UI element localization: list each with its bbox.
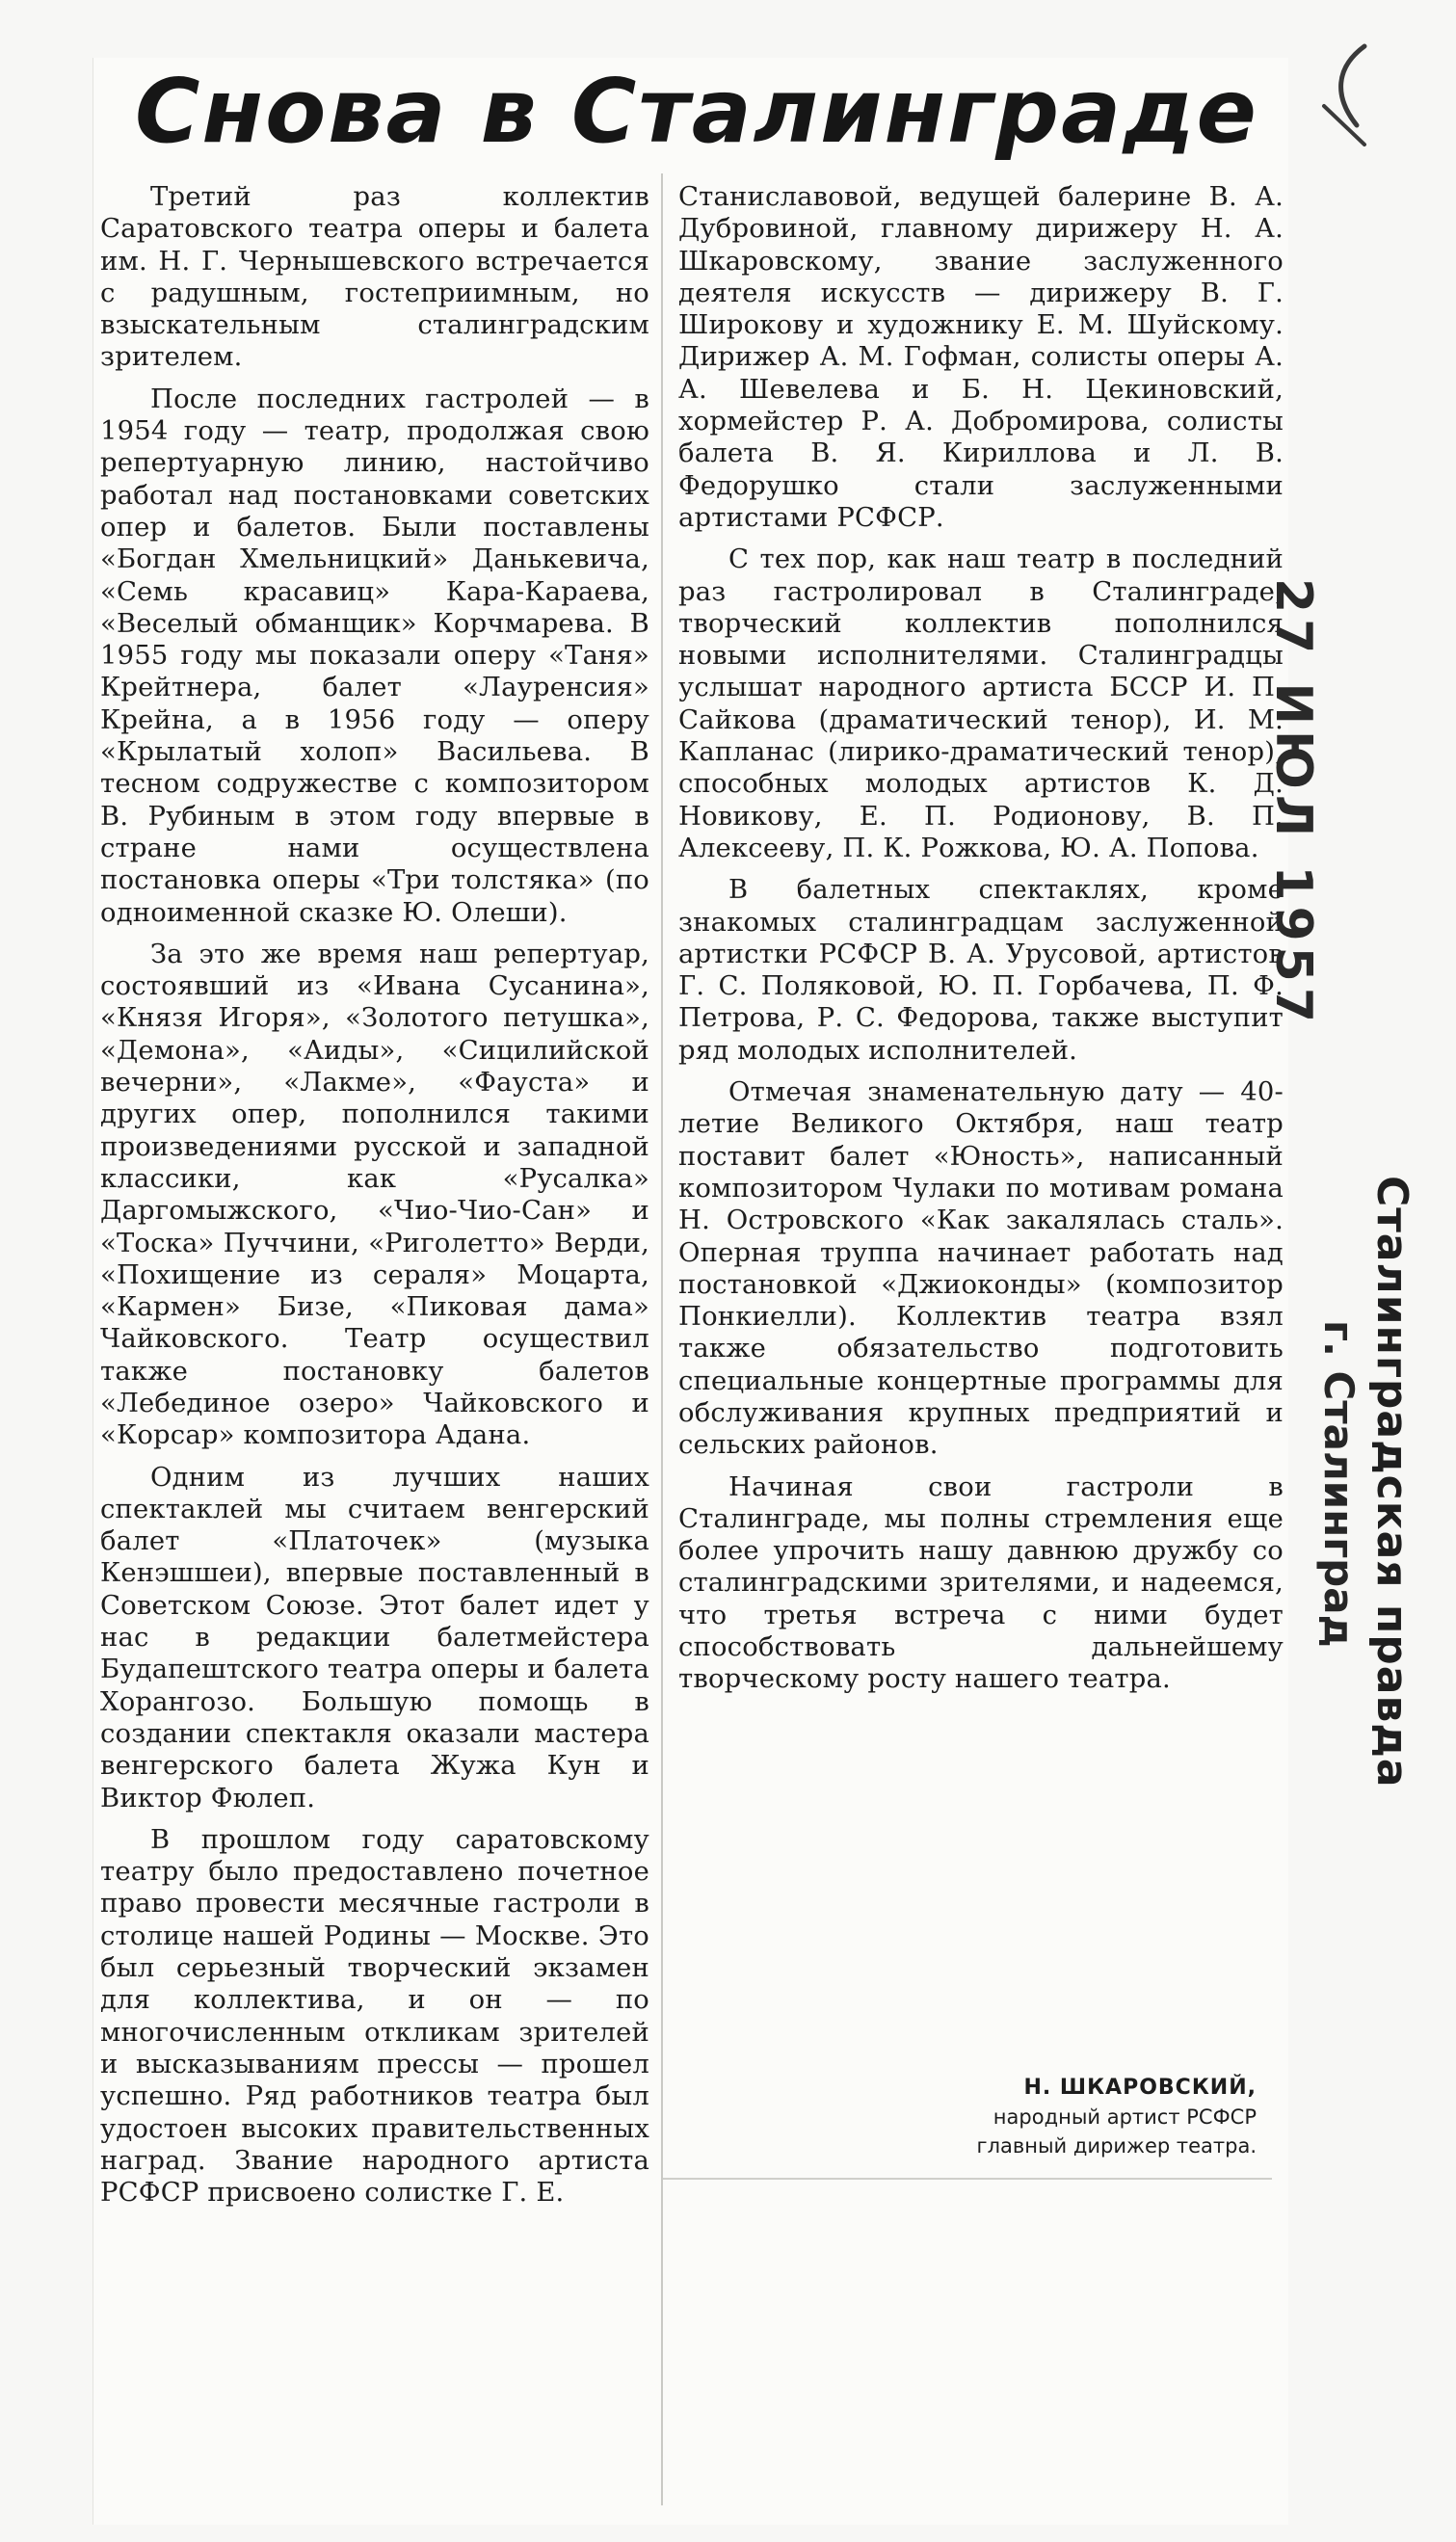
pencil-mark-icon [1307,39,1384,154]
paragraph: Третий раз коллектив Саратовского театра оперы и балета им. Н. Г. Чернышевского встречается с радушным, гостеприимным, но взыскательным сталинградским зрителем. [100,182,649,373]
paragraph: Отмечая знаменательную дату — 40-летие Великого Октября, наш театр поставит балет «Юность», написанный композитором Чулаки по мотивам романа Н. Островского «Как закалялась сталь». Оперная труппа начинает работать над постановкой «Джиоконды» (композитор Понкиелли). Коллектив театра взял также обязательство подготовить специальные концертные программы для обслуживания крупных предприятий и сельских районов. [678,1077,1284,1461]
newspaper-source: Сталинградская правда [1367,1176,1416,1788]
date-stamp: 27 ИЮЛ 1957 [1264,578,1322,1029]
paragraph: За это же время наш репертуар, состоявший из «Ивана Сусанина», «Князя Игоря», «Золотого петушка», «Демона», «Аиды», «Сицилийской вечерни», «Лакме», «Фауста» и других опер, пополнился такими произведениями русской и западной классики, как «Русалка» Даргомыжского, «Чио-Чио-Сан» и «Тоска» Пуччини, «Риголетто» Верди, «Похищение из сераля» Моцарта, «Кармен» Бизе, «Пиковая дама» Чайковского. Театр осуществил также постановку балетов «Лебединое озеро» Чайковского и «Корсар» композитора Адана. [100,939,649,1451]
paragraph: Одним из лучших наших спектаклей мы считаем венгерский балет «Платочек» (музыка Кенэшшеи), впервые поставленный в Советском Союзе. Этот балет идет у нас в редакции балетмейстера Будапештского театра оперы и балета Хорангозо. Большую помощь в создании спектакля оказали мастера венгерского балета Жужа Кун и Виктор Фюлеп. [100,1462,649,1814]
article-headline: Снова в Сталинграде [135,60,1258,163]
left-column [100,181,649,2209]
paragraph: С тех пор, как наш театр в последний раз гастролировал в Сталинграде, творческий коллектив пополнился новыми исполнителями. Сталинградцы услышат народного артиста БССР И. П. Сайкова (драматический тенор), И. М. Капланас (лирико-драматический тенор), способных молодых артистов К. Д. Новикову, Е. П. Родионову, В. П. Алексееву, П. К. Рожкова, Ю. А. Попова. [678,544,1284,863]
paragraph: После последних гастролей — в 1954 году — театр, продолжая свою репертуарную линию, настойчиво работал над постановками советских опер и балетов. Были поставлены «Богдан Хмельницкий» Данькевича, «Семь красавиц» Кара-Караева, «Веселый обманщик» Корчмарева. В 1955 году мы показали оперу «Таня» Крейтнера, балет «Лауренсия» Крейна, а в 1956 году — оперу «Крылатый холоп» Васильева. В тесном содружестве с композитором В. Рубиным в этом году впервые в стране нами осуществлена постановка оперы «Три толстяка» (по одноименной сказке Ю. Олеши). [100,384,649,928]
author-name: Н. ШКАРОВСКИЙ, [1023,2076,1257,2100]
paragraph: В прошлом году саратовскому театру было предоставлено почетное право провести месячные гастроли в столице нашей Родины — Москве. Это был серьезный творческий экзамен для коллектива, и он — по многочисленным откликам зрителей и высказываниям прессы — прошел успешно. Ряд работников театра был удостоен высоких правительственных наград. Звание народного артиста РСФСР присвоено солистке Г. Е. [100,1824,649,2209]
right-column [678,181,1284,1696]
paragraph-continuation: Станиславовой, ведущей балерине В. А. Дубровиной, главному дирижеру Н. А. Шкаровскому, звание заслуженного деятеля искусств — дирижеру В. Г. Широкову и художнику Е. М. Шуйскому. Дирижер А. М. Гофман, солисты оперы А. А. Шевелева и Б. Н. Цекиновский, хормейстер Р. А. Добромирова, солисты балета В. Я. Кириллова и Л. В. Федорушко стали заслуженными артистами РСФСР. [678,182,1284,533]
author-title: народный артист РСФСР [993,2105,1257,2129]
author-position: главный дирижер театра. [976,2134,1257,2158]
newspaper-city: г. Сталинград [1315,1320,1363,1648]
author-signature [678,2074,1257,2160]
column-divider [661,173,663,2505]
closing-rule [663,2178,1272,2180]
paragraph: Начиная свои гастроли в Сталинграде, мы полны стремления еще более упрочить нашу давнюю дружбу со сталинградскими зрителями, и надеемся, что третья встреча с ними будет способствовать дальнейшему творческому росту нашего театра. [678,1471,1284,1695]
paragraph: В балетных спектаклях, кроме знакомых сталинградцам заслуженной артистки РСФСР В. А. Урусовой, артистов Г. С. Поляковой, Ю. П. Горбачева, П. Ф. Петрова, Р. С. Федорова, также выступит ряд молодых исполнителей. [678,875,1284,1066]
